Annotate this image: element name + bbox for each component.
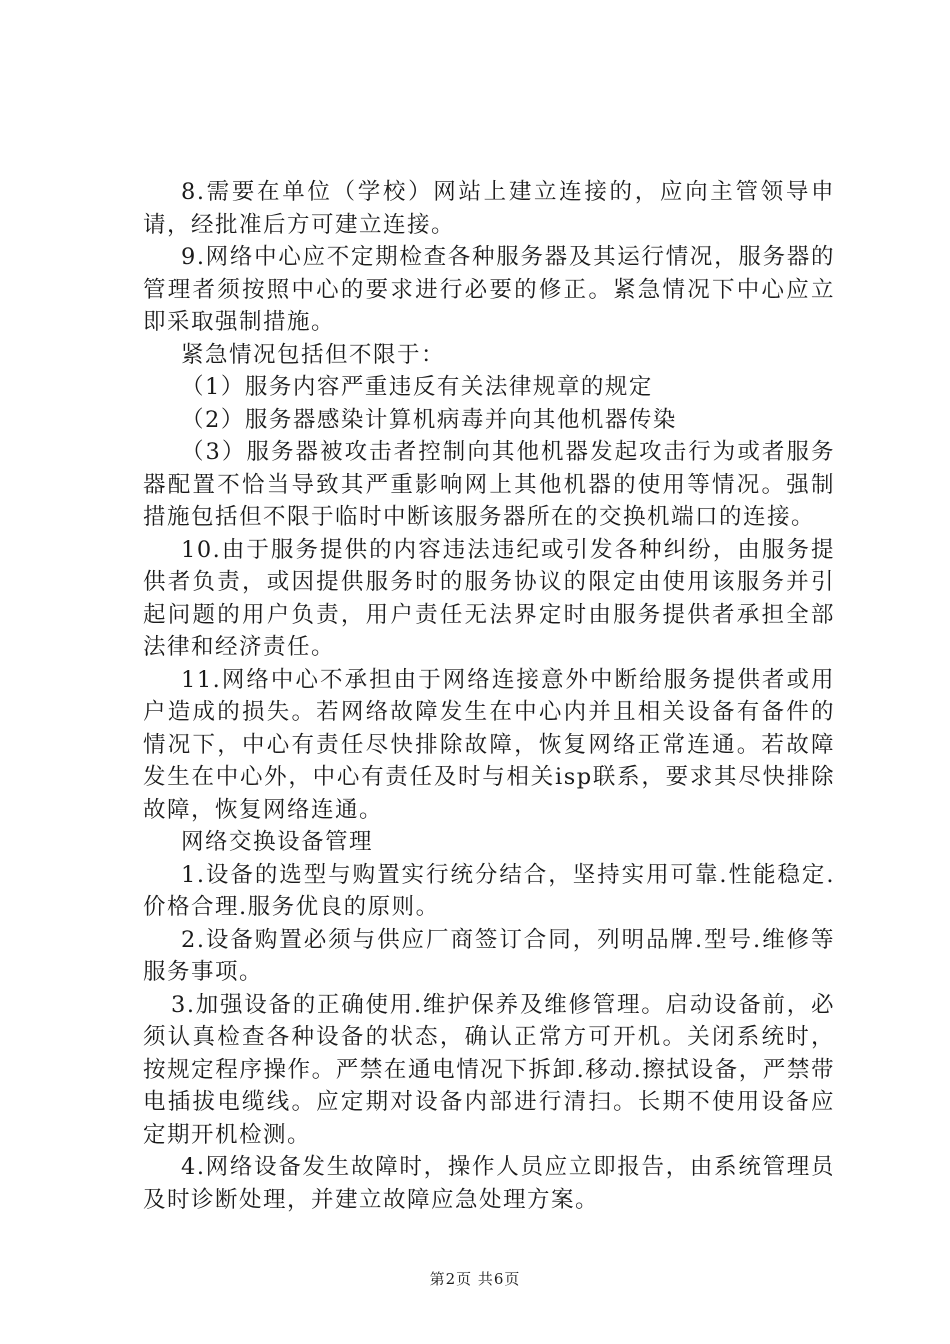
paragraph-11: 11.网络中心不承担由于网络连接意外中断给服务提供者或用户造成的损失。若网络故障发生在中心内并且相关设备有备件的情况下，中心有责任尽快排除故障，恢复网络正常连通。若故障发生在中心外，中心有责任及时与相关isp联系，要求其尽快排除故障，恢复网络连通。 <box>143 666 835 823</box>
document-body <box>143 176 835 1216</box>
list-item-3: （3）服务器被攻击者控制向其他机器发起攻击行为或者服务器配置不恰当导致其严重影响网上其他机器的使用等情况。强制措施包括但不限于临时中断该服务器所在的交换机端口的连接。 <box>143 439 835 530</box>
paragraph-8: 8.需要在单位（学校）网站上建立连接的，应向主管领导申请，经批准后方可建立连接。 <box>143 179 835 238</box>
list-item-2: （2）服务器感染计算机病毒并向其他机器传染 <box>181 406 677 433</box>
list-item-1: （1）服务内容严重违反有关法律规章的规定 <box>181 374 653 400</box>
paragraph-emergency-intro: 紧急情况包括但不限于： <box>181 341 446 368</box>
equipment-item-1: 1.设备的选型与购置实行统分结合，坚持实用可靠.性能稳定.价格合理.服务优良的原则。 <box>143 861 835 920</box>
paragraph-10: 10.由于服务提供的内容违法违纪或引发各种纠纷，由服务提供者负责，或因提供服务时的服务协议的限定由使用该服务并引起问题的用户负责，用户责任无法界定时由服务提供者承担全部法律和经济责任。 <box>143 536 835 660</box>
equipment-item-4: 4.网络设备发生故障时，操作人员应立即报告，由系统管理员及时诊断处理，并建立故障应急处理方案。 <box>143 1154 835 1213</box>
page-number-footer: 第2页 共6页 <box>429 1270 521 1288</box>
paragraph-9: 9.网络中心应不定期检查各种服务器及其运行情况，服务器的管理者须按照中心的要求进行必要的修正。紧急情况下中心应立即采取强制措施。 <box>143 244 835 335</box>
equipment-item-3: 3.加强设备的正确使用.维护保养及维修管理。启动设备前，必须认真检查各种设备的状态，确认正常方可开机。关闭系统时，按规定程序操作。严禁在通电情况下拆卸.移动.擦拭设备，严禁带电插拔电缆线。应定期对设备内部进行清扫。长期不使用设备应定期开机检测。 <box>143 991 835 1148</box>
equipment-item-2: 2.设备购置必须与供应厂商签订合同，列明品牌.型号.维修等服务事项。 <box>143 926 835 985</box>
section-heading: 网络交换设备管理 <box>181 829 374 855</box>
